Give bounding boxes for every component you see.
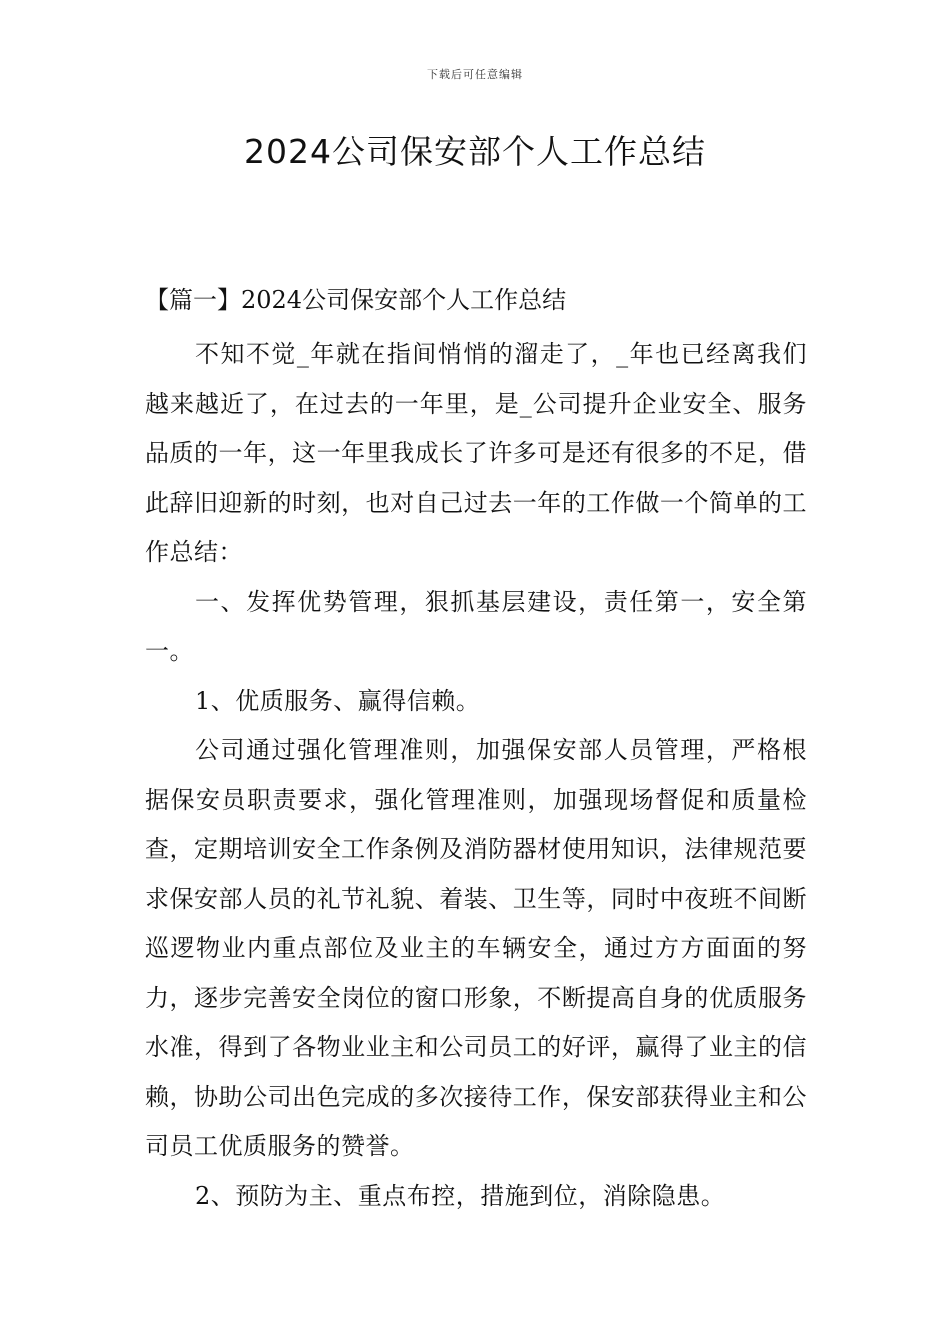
- header-note: 下载后可任意编辑: [427, 68, 523, 81]
- paragraph-service-detail: 公司通过强化管理准则，加强保安部人员管理，严格根据保安员职责要求，强化管理准则，加强现场督促和质量检查，定期培训安全工作条例及消防器材使用知识，法律规范要求保安部人员的礼节礼貌、着装、卫生等，同时中夜班不间断巡逻物业内重点部位及业主的车辆安全，通过方方面面的努力，逐步完善安全岗位的窗口形象，不断提高自身的优质服务水准，得到了各物业业主和公司员工的好评，赢得了业主的信赖，协助公司出色完成的多次接待工作，保安部获得业主和公司员工优质服务的赞誉。: [145, 736, 807, 1160]
- paragraph-subpoint-2: 2、预防为主、重点布控，措施到位，消除隐患。: [195, 1181, 726, 1210]
- document-body: [145, 280, 807, 1221]
- section-heading: 【篇一】2024公司保安部个人工作总结: [145, 286, 567, 314]
- paragraph-point-one: 一、发挥优势管理，狠抓基层建设，责任第一，安全第一。: [145, 587, 807, 665]
- paragraph-intro: 不知不觉_年就在指间悄悄的溜走了，_年也已经离我们越来越近了，在过去的一年里，是_公司提升企业安全、服务品质的一年，这一年里我成长了许多可是还有很多的不足，借此辞旧迎新的时刻，也对自己过去一年的工作做一个简单的工作总结：: [145, 340, 807, 566]
- document-title: 2024公司保安部个人工作总结: [244, 132, 706, 171]
- paragraph-subpoint-1: 1、优质服务、赢得信赖。: [195, 686, 481, 715]
